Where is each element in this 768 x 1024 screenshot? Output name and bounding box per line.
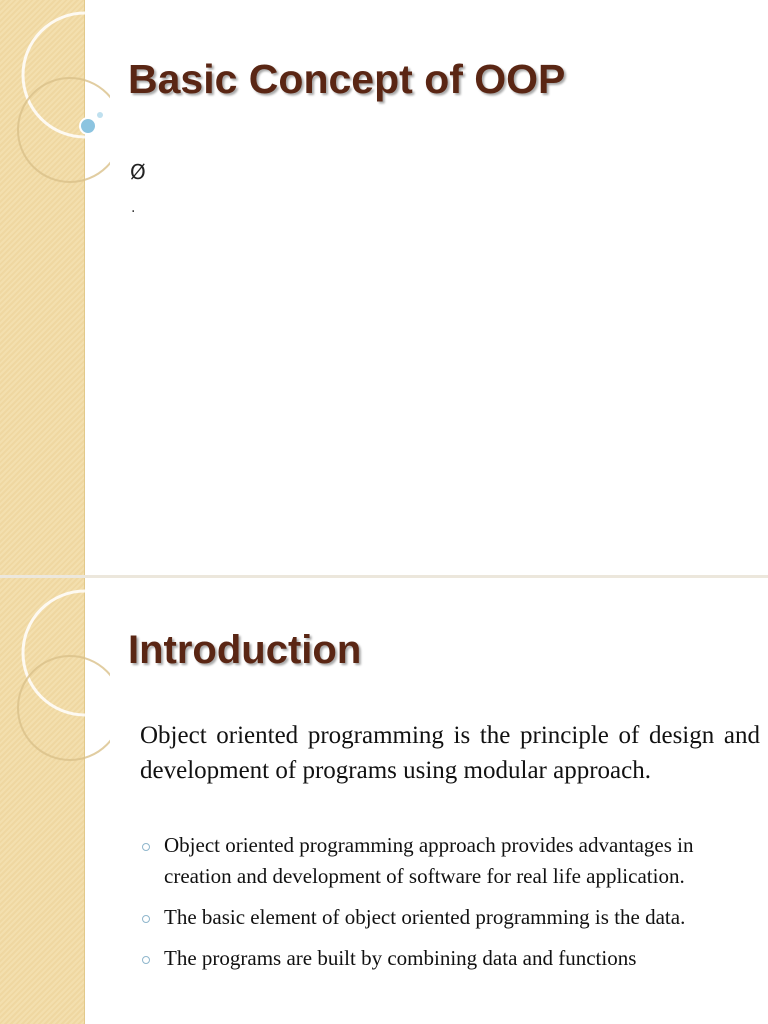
bullet-text: The basic element of object oriented programming is the data.	[164, 905, 686, 929]
bullet-text: The programs are built by combining data and functions	[164, 946, 637, 970]
intro-paragraph: Object oriented programming is the principle of design and development of programs using modular approach.	[140, 722, 760, 784]
swirl-circles-icon	[0, 0, 110, 200]
slide-title: Introduction	[128, 628, 362, 672]
swirl-circles-icon	[0, 578, 110, 778]
bullet-text: Object oriented programming approach provides advantages in creation and development of software for real life application.	[164, 833, 694, 888]
list-item	[140, 830, 750, 892]
ring-bullet-icon	[142, 915, 150, 923]
bullet-list	[140, 830, 750, 984]
ring-bullet-icon	[142, 843, 150, 851]
list-item	[140, 902, 750, 933]
bullet-marker: Ø	[130, 160, 146, 184]
dot-mark: .	[131, 200, 136, 216]
list-item	[140, 943, 750, 974]
slide-title: Basic Concept of OOP	[128, 56, 566, 102]
ring-bullet-icon	[142, 956, 150, 964]
slide-introduction	[0, 578, 768, 1024]
